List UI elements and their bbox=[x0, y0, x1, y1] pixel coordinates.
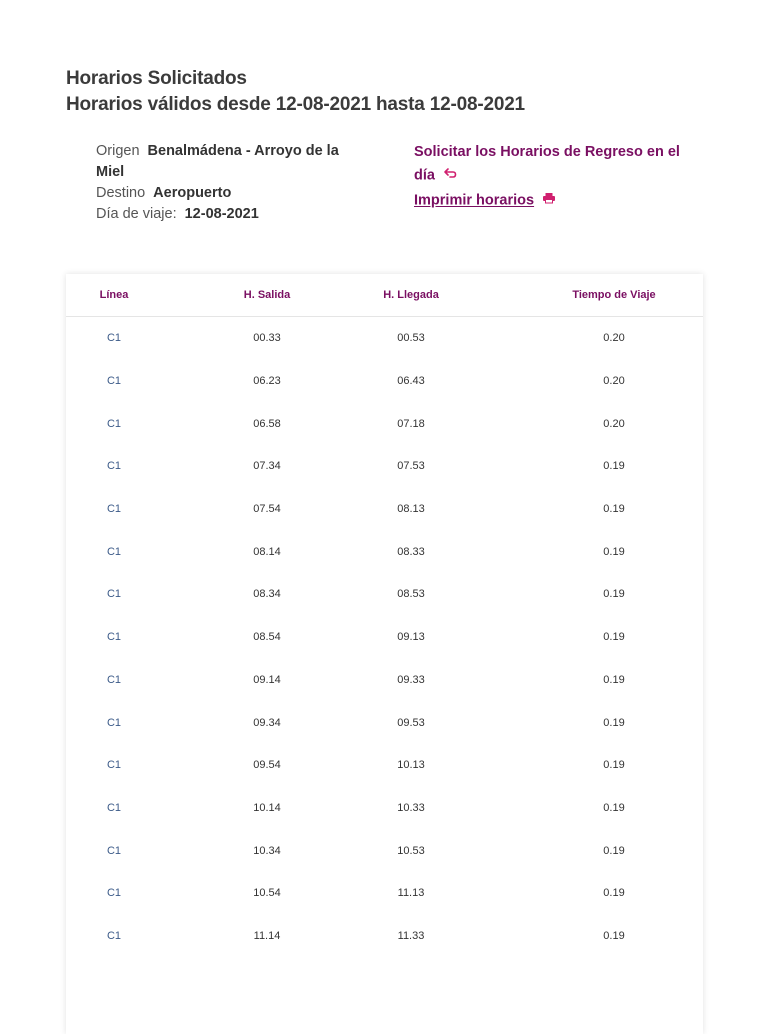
table-row bbox=[66, 829, 703, 872]
cell-departure: 09.54 bbox=[253, 759, 281, 772]
trip-info bbox=[96, 141, 366, 225]
cell-departure: 08.54 bbox=[253, 631, 281, 644]
cell-travel-time: 0.20 bbox=[603, 332, 625, 345]
header-line: Línea bbox=[99, 289, 129, 301]
cell-travel-time: 0.19 bbox=[603, 929, 625, 942]
cell-departure: 06.23 bbox=[253, 375, 281, 388]
cell-line: C1 bbox=[106, 375, 122, 388]
return-schedule-link-label: Solicitar los Horarios de Regreso en el día bbox=[414, 144, 680, 184]
cell-departure: 10.34 bbox=[253, 844, 281, 857]
cell-departure: 00.33 bbox=[253, 332, 281, 345]
cell-departure: 09.14 bbox=[253, 673, 281, 686]
table-row bbox=[66, 744, 703, 787]
cell-line: C1 bbox=[106, 417, 122, 430]
table-header bbox=[66, 274, 703, 317]
table-body bbox=[66, 317, 703, 957]
cell-line: C1 bbox=[106, 332, 122, 345]
table-row bbox=[66, 701, 703, 744]
table-row bbox=[66, 402, 703, 445]
table-row bbox=[66, 573, 703, 616]
validity-subtitle: Horarios válidos desde 12-08-2021 hasta 12-08-2021 bbox=[66, 94, 525, 115]
origin-value: Benalmádena - Arroyo de la Miel bbox=[96, 143, 339, 180]
cell-arrival: 07.18 bbox=[397, 417, 425, 430]
schedule-table bbox=[66, 274, 703, 1034]
table-row bbox=[66, 787, 703, 830]
date-label: Día de viaje: bbox=[96, 206, 177, 222]
cell-arrival: 11.13 bbox=[397, 887, 425, 900]
cell-travel-time: 0.19 bbox=[603, 588, 625, 601]
cell-travel-time: 0.19 bbox=[603, 631, 625, 644]
table-row bbox=[66, 488, 703, 531]
header-travel-time: Tiempo de Viaje bbox=[572, 289, 656, 301]
cell-departure: 10.54 bbox=[253, 887, 281, 900]
actions bbox=[414, 141, 684, 213]
cell-line: C1 bbox=[106, 631, 122, 644]
cell-arrival: 10.53 bbox=[397, 844, 425, 857]
cell-arrival: 08.13 bbox=[397, 503, 425, 516]
page-header bbox=[66, 66, 525, 118]
origin-row bbox=[96, 141, 366, 183]
cell-travel-time: 0.20 bbox=[603, 417, 625, 430]
cell-arrival: 06.43 bbox=[397, 375, 425, 388]
page-title: Horarios Solicitados bbox=[66, 68, 247, 89]
cell-line: C1 bbox=[106, 460, 122, 473]
cell-travel-time: 0.19 bbox=[603, 844, 625, 857]
cell-travel-time: 0.20 bbox=[603, 375, 625, 388]
table-row bbox=[66, 616, 703, 659]
table-row bbox=[66, 872, 703, 915]
destination-value: Aeropuerto bbox=[153, 185, 232, 201]
cell-line: C1 bbox=[106, 716, 122, 729]
print-schedule-link[interactable] bbox=[414, 193, 534, 209]
destination-row bbox=[96, 183, 366, 204]
cell-line: C1 bbox=[106, 887, 122, 900]
cell-arrival: 00.53 bbox=[397, 332, 425, 345]
header-departure: H. Salida bbox=[243, 289, 291, 301]
cell-departure: 08.14 bbox=[253, 545, 281, 558]
table-row bbox=[66, 659, 703, 702]
cell-line: C1 bbox=[106, 929, 122, 942]
cell-line: C1 bbox=[106, 801, 122, 814]
cell-line: C1 bbox=[106, 588, 122, 601]
cell-line: C1 bbox=[106, 759, 122, 772]
cell-departure: 11.14 bbox=[253, 929, 281, 942]
cell-travel-time: 0.19 bbox=[603, 801, 625, 814]
cell-line: C1 bbox=[106, 673, 122, 686]
date-value: 12-08-2021 bbox=[184, 206, 259, 222]
cell-arrival: 09.33 bbox=[397, 673, 425, 686]
cell-arrival: 11.33 bbox=[397, 929, 425, 942]
cell-arrival: 09.53 bbox=[397, 716, 425, 729]
origin-label: Origen bbox=[96, 143, 140, 159]
cell-departure: 09.34 bbox=[253, 716, 281, 729]
cell-travel-time: 0.19 bbox=[603, 759, 625, 772]
return-arrow-icon bbox=[443, 164, 457, 187]
cell-departure: 06.58 bbox=[253, 417, 281, 430]
header-arrival: H. Llegada bbox=[383, 289, 439, 301]
cell-arrival: 08.53 bbox=[397, 588, 425, 601]
cell-arrival: 08.33 bbox=[397, 545, 425, 558]
table-row bbox=[66, 915, 703, 958]
table-row bbox=[66, 445, 703, 488]
cell-travel-time: 0.19 bbox=[603, 887, 625, 900]
print-schedule-link-label: Imprimir horarios bbox=[414, 192, 535, 209]
cell-line: C1 bbox=[106, 545, 122, 558]
cell-departure: 07.54 bbox=[253, 503, 281, 516]
cell-travel-time: 0.19 bbox=[603, 716, 625, 729]
cell-departure: 08.34 bbox=[253, 588, 281, 601]
destination-label: Destino bbox=[96, 185, 146, 201]
cell-departure: 07.34 bbox=[253, 460, 281, 473]
table-row bbox=[66, 530, 703, 573]
date-row bbox=[96, 204, 366, 225]
cell-line: C1 bbox=[106, 844, 122, 857]
cell-travel-time: 0.19 bbox=[603, 545, 625, 558]
cell-arrival: 07.53 bbox=[397, 460, 425, 473]
cell-arrival: 10.13 bbox=[397, 759, 425, 772]
cell-departure: 10.14 bbox=[253, 801, 281, 814]
printer-icon bbox=[542, 189, 556, 212]
cell-travel-time: 0.19 bbox=[603, 673, 625, 686]
table-row bbox=[66, 317, 703, 360]
cell-travel-time: 0.19 bbox=[603, 503, 625, 516]
table-row bbox=[66, 360, 703, 403]
cell-arrival: 09.13 bbox=[397, 631, 425, 644]
cell-arrival: 10.33 bbox=[397, 801, 425, 814]
cell-travel-time: 0.19 bbox=[603, 460, 625, 473]
cell-line: C1 bbox=[106, 503, 122, 516]
